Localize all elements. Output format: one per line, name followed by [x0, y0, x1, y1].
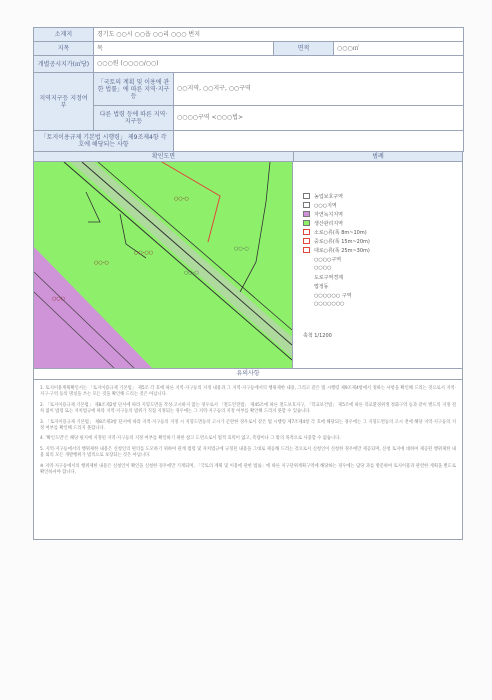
note-paragraph: ※ 지역·지구등에서의 행위제한 내용은 신청인이 확인을 신청한 경우에만 기재되며, 「국토의 계획 및 이용에 관한 법률」에 따른 지구단위계획구역에 해당하는 경우에는 담당 과를 방문하여 토지이용과 관련한 계획을 별도로 확인하셔야 합니다. — [40, 463, 456, 476]
legend-item: 생산관리지역 — [303, 219, 343, 227]
parcel-label: ○○-○ — [94, 260, 109, 266]
legend-item: 소로○류(폭 8m~10m) — [303, 228, 367, 236]
area-value: ○○○㎡ — [334, 42, 464, 56]
zoning-sub2-value: ○○○○구역 <○○○법> — [174, 106, 464, 131]
land-use-document — [33, 27, 463, 540]
note-paragraph: 2. 「토지이용규제 기본법」 제8조제2항 단서에 따라 지형도면을 작성·고시하지 않는 경우로서 「철도안전법」 제45조에 따른 철도보호지구, 「학교보건법」 제5조에 따른 학교환경위생 정화구역 등과 같이 별도의 지정 절차 없이 법령 또는 자치법규에 따라 지역·지구등의 범위가 직접 지정되는 경우에는 그 지역·지구등의 지정 여부를 확인해 드리지 못할 수 있습니다. — [40, 402, 456, 415]
legend-item: 도로구역경계 — [314, 274, 343, 281]
notes-body — [33, 380, 463, 540]
address-value: 경기도 ○○시 ○○읍 ○○리 ○○○ 번지 — [94, 28, 464, 42]
parcel-label: ○○-○ — [234, 246, 249, 252]
legend-section-title: 범례 — [372, 153, 384, 160]
zoning-sub1-value: ○○지역, ○○지구, ○○구역 — [174, 73, 464, 106]
legend-item: 대로○류(폭 25m~30m) — [303, 246, 370, 254]
land-category-label: 지목 — [34, 42, 94, 56]
legend-item: ○○○○○○ 구역 — [314, 292, 352, 299]
legend-item: ○○○○구역 — [314, 256, 342, 263]
parcel-label: ○○-○○ — [134, 250, 154, 256]
notes-title: 유의사항 — [33, 369, 463, 380]
parcel-label: ○○-○ — [174, 196, 189, 202]
legend-item: 중로○류(폭 15m~20m) — [303, 237, 370, 245]
area-label: 면적 — [274, 42, 334, 56]
zoning-sub1-label: 「국토의 계획 및 이용에 관한 법률」에 따른 지역·지구등 — [94, 73, 174, 106]
note-paragraph: 3. 「토지이용규제 기본법」 제8조제3항 단서에 따라 지역·지구등의 지정 시 지형도면등의 고시가 곤란한 경우로서 같은 법 시행령 제7조제4항 각 호에 해당되는 경우에는 그 지형도면등의 고시 전에 해당 지역·지구등의 지정 여부를 확인해 드리지 못합니다. — [40, 419, 456, 432]
enforcement-value — [174, 131, 464, 152]
parcel-label: ○○○ — [52, 296, 66, 302]
note-paragraph: 4. '확인도면'은 해당 필지에 지정된 지역·지구등의 지정 여부를 확인하기 위한 참고 도면으로서 법적 효력이 없고, 측량이나 그 밖의 목적으로 사용할 수 없습니다. — [40, 436, 341, 442]
info-table — [33, 27, 464, 152]
legend-item: ○○○○○○○ — [314, 301, 345, 307]
legend-item: 자연녹지지역 — [303, 210, 343, 218]
note-paragraph: 5. 지역·지구등에서의 행위제한 내용은 신청인의 편의를 도모하기 위하여 관계 법령 및 자치법규에 규정된 내용을 그대로 제공해 드리는 것으로서 신청인이 신청한 경우에만 제공되며, 신청 토지에 대하여 제공된 행위제한 내용 외의 모든 개발행위가 법적으로 보장되는 것은 아닙니다. — [40, 446, 456, 459]
map-drawing — [34, 162, 292, 368]
legend-panel — [293, 162, 462, 368]
land-price-value: ○○○원 (○○○○/○○) — [94, 56, 464, 73]
legend-item: ○○○○ — [314, 265, 332, 271]
map-scale: 축척 1/1200 — [303, 333, 332, 339]
legend-item: ○○○지역 — [303, 201, 337, 209]
zoning-label: 지역지구등 지정여부 — [34, 73, 94, 131]
map-row — [33, 162, 463, 369]
land-price-label: 개별공시지가(㎡당) — [34, 56, 94, 73]
note-paragraph: 1. 토지이용계획확인서는 「토지이용규제 기본법」 제5조 각 호에 따른 지역·지구등의 지정 내용과 그 지역·지구등에서의 행위제한 내용, 그리고 같은 법 시행령 제9조제4항에서 정하는 사항을 확인해 드리는 것으로서 지역·지구·구역 등의 명칭을 쓰는 모든 것을 확인해 드리는 것은 아닙니다. — [40, 386, 456, 398]
parcel-label: ○○-○ — [184, 270, 199, 276]
land-category-value: 목 — [94, 42, 274, 56]
map-section-header — [33, 152, 463, 162]
zoning-sub2-label: 다른 법령 등에 따른 지역·지구등 — [94, 106, 174, 131]
map-section-title: 확인도면 — [34, 152, 294, 161]
parcel-map — [34, 162, 293, 368]
address-label: 소재지 — [34, 28, 94, 42]
legend-item: 법정동 — [314, 283, 329, 290]
enforcement-label: 「토지이용규제 기본법 시행령」 제9조제4항 각 호에 해당되는 사항 — [34, 131, 174, 152]
legend-item: 농업보호구역 — [303, 192, 343, 200]
